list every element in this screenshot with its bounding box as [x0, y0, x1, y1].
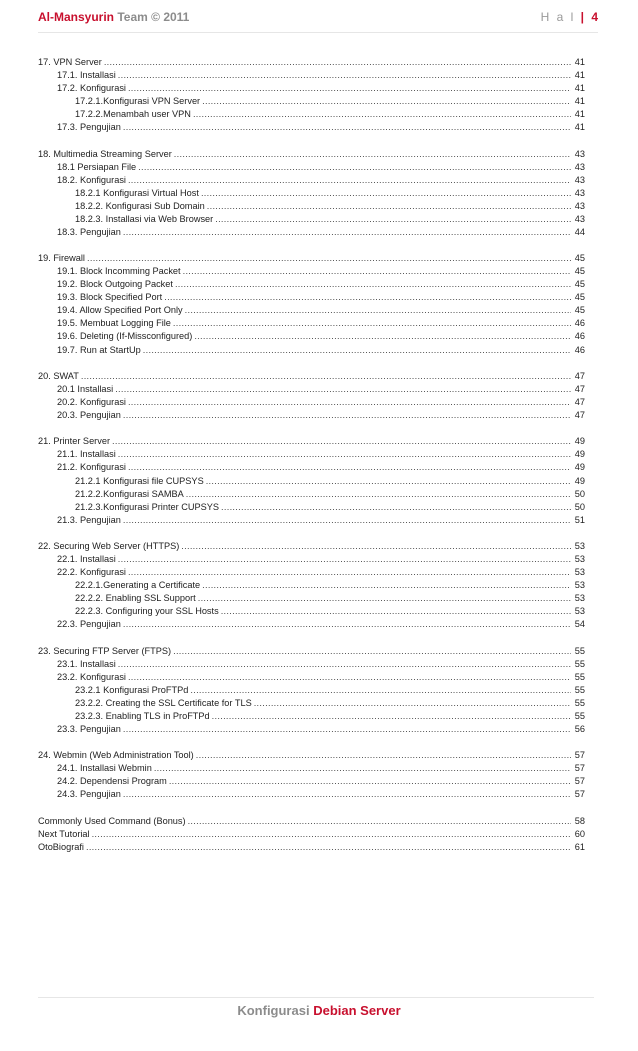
toc-dot-leader	[254, 697, 571, 710]
toc-entry[interactable]	[38, 762, 585, 775]
toc-entry-page: 45	[574, 266, 585, 277]
footer-divider	[38, 997, 594, 998]
toc-entry[interactable]	[38, 775, 585, 788]
toc-entry-label: 23. Securing FTP Server (FTPS)	[38, 645, 172, 656]
toc-entry-page: 43	[574, 200, 585, 211]
toc-dot-leader	[188, 815, 571, 828]
toc-entry-label: 18. Multimedia Streaming Server	[38, 148, 172, 159]
toc-entry-label: 22. Securing Web Server (HTTPS)	[38, 540, 180, 551]
toc-entry-page: 43	[574, 174, 585, 185]
page-header	[38, 10, 598, 28]
toc-entry[interactable]	[38, 815, 585, 828]
toc-dot-leader	[202, 579, 571, 592]
toc-section	[38, 56, 585, 134]
toc-section	[38, 749, 585, 801]
toc-entry-page: 56	[574, 723, 585, 734]
toc-dot-leader	[173, 317, 571, 330]
toc-entry-label: 19. Firewall	[38, 253, 85, 264]
toc-section	[38, 370, 585, 422]
toc-entry-label: 18.2.2. Konfigurasi Sub Domain	[75, 200, 205, 211]
toc-entry-label: 24.3. Pengujian	[57, 789, 121, 800]
toc-entry[interactable]	[38, 579, 585, 592]
toc-dot-leader	[92, 828, 571, 841]
toc-entry-label: 19.4. Allow Specified Port Only	[57, 305, 183, 316]
toc-entry-page: 46	[574, 344, 585, 355]
toc-entry-page: 43	[574, 148, 585, 159]
toc-entry-page: 55	[574, 658, 585, 669]
toc-entry-page: 53	[574, 540, 585, 551]
toc-entry[interactable]	[38, 605, 585, 618]
toc-entry-page: 51	[574, 514, 585, 525]
toc-dot-leader	[118, 69, 571, 82]
toc-entry-page: 53	[574, 567, 585, 578]
toc-dot-leader	[86, 841, 571, 854]
toc-entry[interactable]	[38, 304, 585, 317]
toc-entry-label: 19.1. Block Incomming Packet	[57, 266, 181, 277]
toc-entry-page: 55	[574, 645, 585, 656]
toc-entry-label: 22.2.1.Generating a Certificate	[75, 580, 201, 591]
header-brand	[38, 10, 189, 24]
toc-entry-label: 17.2.2.Menambah user VPN	[75, 109, 191, 120]
toc-entry-label: 19.2. Block Outgoing Packet	[57, 279, 173, 290]
toc-dot-leader	[173, 645, 571, 658]
toc-dot-leader	[128, 566, 571, 579]
toc-section	[38, 252, 585, 356]
toc-entry[interactable]	[38, 488, 585, 501]
toc-entry[interactable]	[38, 148, 585, 161]
toc-dot-leader	[185, 304, 571, 317]
toc-entry-page: 41	[574, 83, 585, 94]
toc-entry-page: 41	[574, 57, 585, 67]
toc-entry-label: 23.1. Installasi	[57, 658, 116, 669]
toc-entry-page: 47	[574, 396, 585, 407]
toc-entry-page: 61	[574, 841, 585, 852]
toc-dot-leader	[154, 762, 571, 775]
toc-entry[interactable]	[38, 317, 585, 330]
toc-entry[interactable]	[38, 82, 585, 95]
toc-entry-page: 57	[574, 789, 585, 800]
toc-entry-label: 21.1. Installasi	[57, 449, 116, 460]
toc-entry[interactable]	[38, 187, 585, 200]
toc-entry-page: 47	[574, 383, 585, 394]
toc-dot-leader	[183, 265, 571, 278]
toc-dot-leader	[123, 409, 571, 422]
toc-entry-label: Commonly Used Command (Bonus)	[38, 815, 186, 826]
toc-entry[interactable]	[38, 69, 585, 82]
toc-entry-label: 24.2. Dependensi Program	[57, 776, 167, 787]
toc-dot-leader	[123, 723, 571, 736]
toc-entry[interactable]	[38, 723, 585, 736]
toc-entry[interactable]	[38, 95, 585, 108]
toc-entry-label: 24. Webmin (Web Administration Tool)	[38, 750, 194, 761]
toc-dot-leader	[215, 213, 571, 226]
toc-entry-page: 57	[574, 750, 585, 761]
toc-dot-leader	[81, 370, 571, 383]
toc-entry-label: 19.7. Run at StartUp	[57, 344, 141, 355]
toc-entry-page: 53	[574, 554, 585, 565]
toc-entry-page: 55	[574, 710, 585, 721]
toc-entry[interactable]	[38, 841, 585, 854]
toc-entry-page: 43	[574, 213, 585, 224]
toc-entry-label: 23.2.2. Creating the SSL Certificate for TLS	[75, 697, 252, 708]
toc-entry[interactable]	[38, 658, 585, 671]
toc-entry-label: 18.3. Pengujian	[57, 226, 121, 237]
header-divider	[38, 32, 598, 33]
toc-entry-label: 23.2. Konfigurasi	[57, 671, 126, 682]
toc-dot-leader	[128, 396, 571, 409]
toc-dot-leader	[128, 671, 571, 684]
toc-entry-page: 41	[574, 96, 585, 107]
toc-entry-page: 43	[574, 161, 585, 172]
toc-entry-page: 45	[574, 279, 585, 290]
toc-entry[interactable]	[38, 291, 585, 304]
toc-entry[interactable]	[38, 161, 585, 174]
toc-entry[interactable]	[38, 514, 585, 527]
toc-dot-leader	[112, 435, 571, 448]
toc-entry-label: 17.2. Konfigurasi	[57, 83, 126, 94]
toc-section	[38, 815, 585, 854]
toc-entry-page: 53	[574, 606, 585, 617]
toc-section	[38, 148, 585, 239]
toc-dot-leader	[123, 226, 571, 239]
toc-entry-page: 49	[574, 449, 585, 460]
toc-dot-leader	[128, 174, 571, 187]
toc-entry[interactable]	[38, 448, 585, 461]
toc-dot-leader	[118, 448, 571, 461]
toc-dot-leader	[212, 710, 571, 723]
toc-entry-label: OtoBiografi	[38, 841, 84, 852]
toc-entry-label: 17.2.1.Konfigurasi VPN Server	[75, 96, 201, 107]
header-page-number: 4	[591, 10, 598, 24]
toc-section	[38, 540, 585, 631]
toc-dot-leader	[128, 82, 571, 95]
toc-entry-label: Next Tutorial	[38, 828, 90, 839]
toc-dot-leader	[123, 514, 571, 527]
toc-entry-label: 21.2.1 Konfigurasi file CUPSYS	[75, 475, 204, 486]
toc-dot-leader	[190, 684, 571, 697]
toc-entry-page: 50	[574, 488, 585, 499]
toc-entry[interactable]	[38, 671, 585, 684]
toc-entry-label: 21.2. Konfigurasi	[57, 462, 126, 473]
toc-entry-page: 45	[574, 305, 585, 316]
toc-entry-label: 20. SWAT	[38, 370, 79, 381]
toc-entry-label: 19.6. Deleting (If-Missconfigured)	[57, 331, 193, 342]
toc-dot-leader	[193, 108, 571, 121]
toc-entry-page: 55	[574, 697, 585, 708]
toc-entry-label: 24.1. Installasi Webmin	[57, 763, 152, 774]
toc-entry-label: 20.2. Konfigurasi	[57, 396, 126, 407]
toc-entry-page: 46	[574, 318, 585, 329]
toc-entry-page: 44	[574, 226, 585, 237]
toc-dot-leader	[221, 605, 571, 618]
toc-dot-leader	[186, 488, 571, 501]
toc-entry[interactable]	[38, 396, 585, 409]
toc-dot-leader	[207, 200, 571, 213]
toc-entry-label: 20.3. Pengujian	[57, 410, 121, 421]
toc-entry[interactable]	[38, 265, 585, 278]
toc-dot-leader	[175, 278, 571, 291]
toc-entry-page: 41	[574, 122, 585, 133]
table-of-contents	[38, 56, 585, 867]
toc-entry[interactable]	[38, 108, 585, 121]
toc-dot-leader	[169, 775, 571, 788]
toc-dot-leader	[174, 148, 571, 161]
toc-dot-leader	[118, 658, 571, 671]
toc-dot-leader	[201, 187, 571, 200]
toc-entry-label: 19.3. Block Specified Port	[57, 292, 163, 303]
toc-entry-page: 49	[574, 462, 585, 473]
toc-entry-page: 46	[574, 331, 585, 342]
toc-entry-label: 17. VPN Server	[38, 57, 102, 67]
toc-entry-label: 21.2.2.Konfigurasi SAMBA	[75, 488, 184, 499]
toc-entry[interactable]	[38, 684, 585, 697]
footer-word-2: Debian Server	[313, 1003, 401, 1018]
toc-entry-label: 17.1. Installasi	[57, 70, 116, 81]
toc-dot-leader	[123, 788, 571, 801]
toc-dot-leader	[123, 618, 571, 631]
toc-dot-leader	[221, 501, 571, 514]
toc-dot-leader	[206, 475, 571, 488]
toc-entry[interactable]	[38, 121, 585, 134]
toc-entry-page: 47	[574, 410, 585, 421]
toc-entry[interactable]	[38, 540, 585, 553]
toc-section	[38, 645, 585, 736]
toc-entry-page: 41	[574, 70, 585, 81]
toc-entry-page: 55	[574, 671, 585, 682]
toc-dot-leader	[181, 540, 571, 553]
toc-entry[interactable]	[38, 828, 585, 841]
toc-dot-leader	[115, 383, 571, 396]
toc-entry-page: 50	[574, 501, 585, 512]
toc-section	[38, 435, 585, 526]
toc-dot-leader	[123, 121, 571, 134]
toc-entry[interactable]	[38, 788, 585, 801]
toc-dot-leader	[143, 344, 571, 357]
toc-entry-page: 43	[574, 187, 585, 198]
toc-entry-label: 18.2. Konfigurasi	[57, 174, 126, 185]
toc-entry-label: 18.2.1 Konfigurasi Virtual Host	[75, 187, 199, 198]
toc-entry-page: 57	[574, 763, 585, 774]
toc-entry-page: 49	[574, 475, 585, 486]
toc-entry[interactable]	[38, 697, 585, 710]
page-footer	[0, 1003, 638, 1018]
toc-entry[interactable]	[38, 330, 585, 343]
header-team: Team © 2011	[117, 10, 190, 24]
header-page-indicator	[541, 10, 598, 24]
header-page-word: H a l	[540, 10, 576, 24]
toc-entry[interactable]	[38, 174, 585, 187]
toc-entry[interactable]	[38, 592, 585, 605]
toc-dot-leader	[202, 95, 571, 108]
toc-entry-page: 45	[574, 292, 585, 303]
toc-entry-page: 57	[574, 776, 585, 787]
toc-entry[interactable]	[38, 252, 585, 265]
toc-entry-label: 23.2.1 Konfigurasi ProFTPd	[75, 684, 189, 695]
toc-entry[interactable]	[38, 435, 585, 448]
toc-dot-leader	[164, 291, 571, 304]
toc-entry-label: 21. Printer Server	[38, 436, 110, 447]
toc-entry-label: 19.5. Membuat Logging File	[57, 318, 171, 329]
toc-entry-label: 22.2.3. Configuring your SSL Hosts	[75, 606, 219, 617]
toc-entry[interactable]	[38, 278, 585, 291]
toc-entry-page: 41	[574, 109, 585, 120]
toc-dot-leader	[104, 56, 571, 69]
toc-entry-label: 21.2.3.Konfigurasi Printer CUPSYS	[75, 501, 220, 512]
toc-entry-label: 22.3. Pengujian	[57, 619, 121, 630]
toc-entry-label: 18.1 Persiapan File	[57, 161, 137, 172]
toc-entry-page: 53	[574, 593, 585, 604]
toc-entry[interactable]	[38, 566, 585, 579]
toc-entry-page: 53	[574, 580, 585, 591]
toc-entry[interactable]	[38, 409, 585, 422]
toc-entry-label: 23.2.3. Enabling TLS in ProFTPd	[75, 710, 210, 721]
toc-entry[interactable]	[38, 618, 585, 631]
toc-entry-page: 54	[574, 619, 585, 630]
toc-entry-page: 58	[574, 815, 585, 826]
header-brand-name: Al-Mansyurin	[38, 10, 115, 24]
toc-entry-page: 60	[574, 828, 585, 839]
toc-entry[interactable]	[38, 200, 585, 213]
toc-dot-leader	[118, 553, 571, 566]
toc-entry[interactable]	[38, 213, 585, 226]
toc-entry-label: 20.1 Installasi	[57, 383, 114, 394]
toc-entry-label: 18.2.3. Installasi via Web Browser	[75, 213, 214, 224]
toc-entry[interactable]	[38, 344, 585, 357]
toc-entry-label: 22.1. Installasi	[57, 554, 116, 565]
toc-dot-leader	[198, 592, 571, 605]
toc-entry-label: 17.3. Pengujian	[57, 122, 121, 133]
toc-dot-leader	[87, 252, 571, 265]
toc-entry-page: 55	[574, 684, 585, 695]
toc-entry-label: 22.2.2. Enabling SSL Support	[75, 593, 196, 604]
toc-dot-leader	[196, 749, 571, 762]
toc-entry-label: 21.3. Pengujian	[57, 514, 121, 525]
toc-entry-page: 49	[574, 436, 585, 447]
toc-dot-leader	[128, 461, 571, 474]
toc-entry[interactable]	[38, 501, 585, 514]
toc-entry-page: 45	[574, 253, 585, 264]
toc-entry-label: 22.2. Konfigurasi	[57, 567, 126, 578]
toc-entry[interactable]	[38, 370, 585, 383]
toc-entry[interactable]	[38, 226, 585, 239]
toc-dot-leader	[138, 161, 571, 174]
toc-entry[interactable]	[38, 645, 585, 658]
toc-entry[interactable]	[38, 383, 585, 396]
toc-entry[interactable]	[38, 749, 585, 762]
toc-entry[interactable]	[38, 475, 585, 488]
header-separator: |	[580, 10, 586, 24]
toc-entry[interactable]	[38, 710, 585, 723]
toc-dot-leader	[194, 330, 571, 343]
toc-entry-label: 23.3. Pengujian	[57, 723, 121, 734]
toc-entry-page: 47	[574, 370, 585, 381]
toc-entry[interactable]	[38, 553, 585, 566]
toc-entry[interactable]	[38, 56, 585, 69]
toc-entry[interactable]	[38, 461, 585, 474]
footer-word-1: Konfigurasi	[237, 1003, 310, 1018]
